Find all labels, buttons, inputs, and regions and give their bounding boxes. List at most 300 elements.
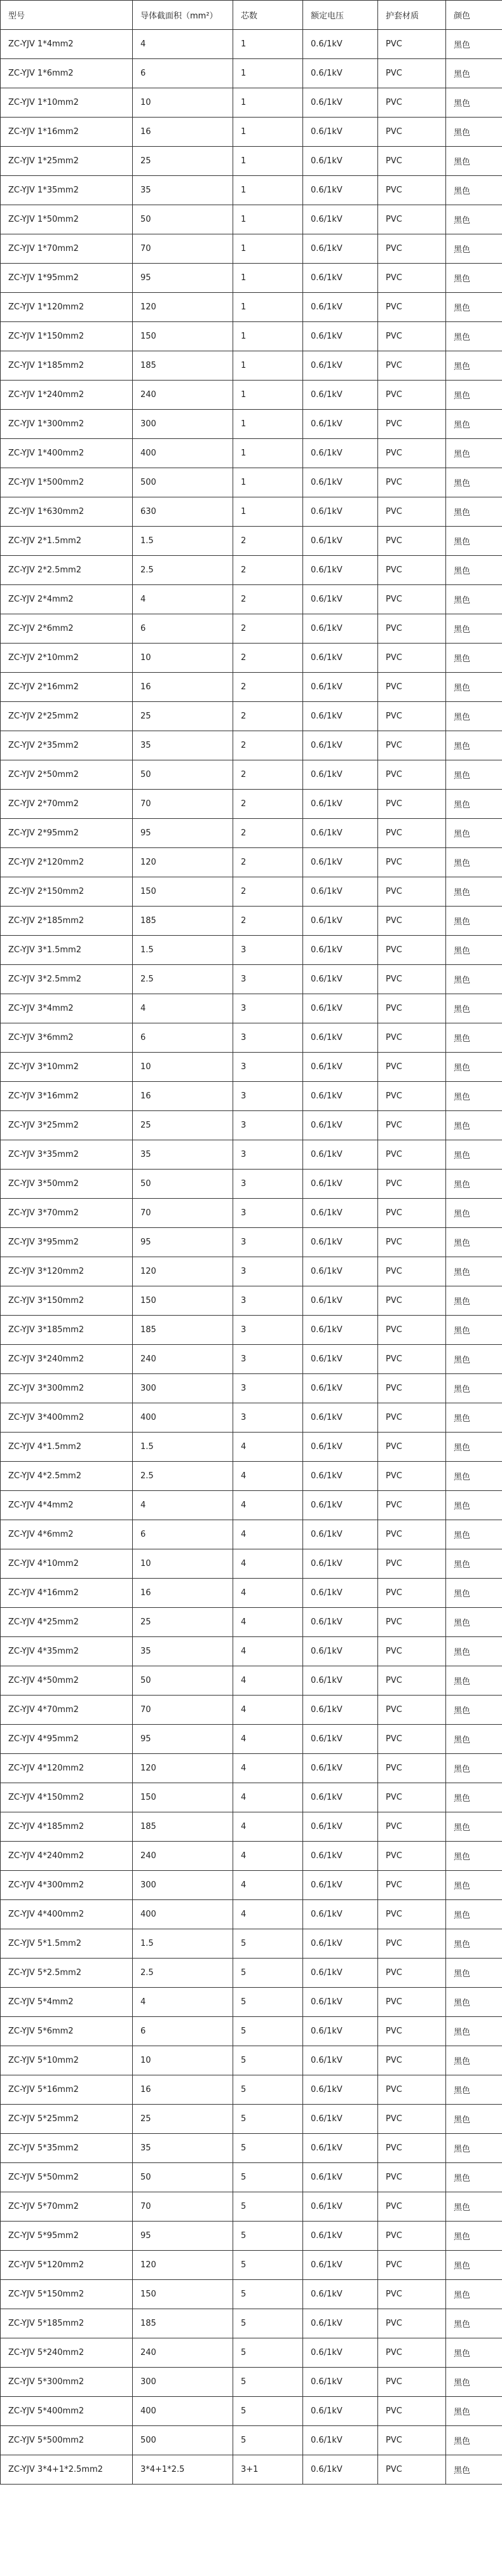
cell-cross-section: 150 — [133, 322, 233, 351]
cell-cross-section: 25 — [133, 1608, 233, 1637]
cell-cores: 1 — [233, 439, 303, 468]
cell-sheath-material: PVC — [378, 585, 446, 614]
cell-color: 黑色 — [446, 2017, 502, 2046]
table-row — [1, 2192, 502, 2222]
cell-sheath-material: PVC — [378, 118, 446, 147]
cell-sheath-material: PVC — [378, 2397, 446, 2426]
cell-cross-section: 630 — [133, 497, 233, 527]
header-model: 型号 — [1, 1, 133, 30]
table-row — [1, 527, 502, 556]
cell-cores: 1 — [233, 118, 303, 147]
cell-sheath-material: PVC — [378, 2192, 446, 2222]
cell-cross-section: 95 — [133, 1725, 233, 1754]
header-row — [1, 1, 502, 30]
cell-cores: 5 — [233, 1988, 303, 2017]
cell-cross-section: 300 — [133, 410, 233, 439]
table-row — [1, 790, 502, 819]
cell-color: 黑色 — [446, 1023, 502, 1053]
cell-model: ZC-YJV 3*25mm2 — [1, 1111, 133, 1140]
cell-cores: 2 — [233, 556, 303, 585]
cell-rated-voltage: 0.6/1kV — [303, 1637, 378, 1666]
cell-color: 黑色 — [446, 2046, 502, 2075]
cell-model: ZC-YJV 4*4mm2 — [1, 1491, 133, 1520]
cell-color: 黑色 — [446, 614, 502, 644]
cell-cross-section: 70 — [133, 234, 233, 264]
cell-rated-voltage: 0.6/1kV — [303, 1433, 378, 1462]
table-row — [1, 1140, 502, 1170]
cell-cross-section: 400 — [133, 1403, 233, 1433]
cell-model: ZC-YJV 3*2.5mm2 — [1, 965, 133, 994]
table-row — [1, 1871, 502, 1900]
cell-sheath-material: PVC — [378, 2455, 446, 2485]
cell-color: 黑色 — [446, 819, 502, 848]
cell-sheath-material: PVC — [378, 1023, 446, 1053]
cell-color: 黑色 — [446, 381, 502, 410]
cell-color: 黑色 — [446, 2251, 502, 2280]
cell-color: 黑色 — [446, 118, 502, 147]
cell-cross-section: 10 — [133, 644, 233, 673]
cell-rated-voltage: 0.6/1kV — [303, 176, 378, 205]
cell-rated-voltage: 0.6/1kV — [303, 497, 378, 527]
table-row — [1, 1257, 502, 1286]
cell-model: ZC-YJV 3*300mm2 — [1, 1374, 133, 1403]
cell-cores: 3 — [233, 1345, 303, 1374]
cell-sheath-material: PVC — [378, 2338, 446, 2368]
cell-model: ZC-YJV 3*400mm2 — [1, 1403, 133, 1433]
cell-cross-section: 10 — [133, 88, 233, 118]
table-row — [1, 556, 502, 585]
cell-cores: 2 — [233, 819, 303, 848]
cell-color: 黑色 — [446, 1491, 502, 1520]
table-row — [1, 2455, 502, 2485]
table-row — [1, 2251, 502, 2280]
cell-cores: 1 — [233, 497, 303, 527]
cell-rated-voltage: 0.6/1kV — [303, 2338, 378, 2368]
table-row — [1, 2397, 502, 2426]
cell-sheath-material: PVC — [378, 965, 446, 994]
cell-rated-voltage: 0.6/1kV — [303, 1608, 378, 1637]
cell-rated-voltage: 0.6/1kV — [303, 790, 378, 819]
table-row — [1, 614, 502, 644]
cell-cross-section: 185 — [133, 2309, 233, 2338]
cell-model: ZC-YJV 5*2.5mm2 — [1, 1959, 133, 1988]
cell-rated-voltage: 0.6/1kV — [303, 264, 378, 293]
table-row — [1, 819, 502, 848]
cell-color: 黑色 — [446, 673, 502, 702]
cell-color: 黑色 — [446, 2455, 502, 2485]
cell-rated-voltage: 0.6/1kV — [303, 1579, 378, 1608]
cell-cores: 3+1 — [233, 2455, 303, 2485]
cell-cores: 1 — [233, 381, 303, 410]
cell-color: 黑色 — [446, 731, 502, 760]
cell-color: 黑色 — [446, 1170, 502, 1199]
cell-model: ZC-YJV 1*300mm2 — [1, 410, 133, 439]
cell-sheath-material: PVC — [378, 994, 446, 1023]
table-row — [1, 1433, 502, 1462]
cell-cross-section: 6 — [133, 1520, 233, 1549]
cell-rated-voltage: 0.6/1kV — [303, 2251, 378, 2280]
cell-sheath-material: PVC — [378, 673, 446, 702]
cell-cross-section: 4 — [133, 585, 233, 614]
cell-sheath-material: PVC — [378, 877, 446, 907]
cell-color: 黑色 — [446, 2192, 502, 2222]
cell-rated-voltage: 0.6/1kV — [303, 88, 378, 118]
cell-color: 黑色 — [446, 88, 502, 118]
cell-cores: 5 — [233, 2397, 303, 2426]
cell-cross-section: 185 — [133, 1316, 233, 1345]
table-row — [1, 2046, 502, 2075]
cell-model: ZC-YJV 4*50mm2 — [1, 1666, 133, 1696]
cell-cross-section: 35 — [133, 1637, 233, 1666]
cell-model: ZC-YJV 1*70mm2 — [1, 234, 133, 264]
cell-cross-section: 6 — [133, 59, 233, 88]
cell-rated-voltage: 0.6/1kV — [303, 965, 378, 994]
cell-cores: 1 — [233, 351, 303, 381]
cell-model: ZC-YJV 1*120mm2 — [1, 293, 133, 322]
cell-sheath-material: PVC — [378, 2426, 446, 2455]
cell-sheath-material: PVC — [378, 702, 446, 731]
cell-model: ZC-YJV 1*4mm2 — [1, 30, 133, 59]
cell-cross-section: 2.5 — [133, 556, 233, 585]
cell-cores: 4 — [233, 1666, 303, 1696]
table-row — [1, 1053, 502, 1082]
cell-model: ZC-YJV 3*16mm2 — [1, 1082, 133, 1111]
cell-cross-section: 6 — [133, 1023, 233, 1053]
cell-cores: 3 — [233, 1403, 303, 1433]
cell-cross-section: 4 — [133, 994, 233, 1023]
cell-rated-voltage: 0.6/1kV — [303, 1549, 378, 1579]
table-row — [1, 1082, 502, 1111]
cell-color: 黑色 — [446, 1959, 502, 1988]
cell-model: ZC-YJV 4*35mm2 — [1, 1637, 133, 1666]
cell-color: 黑色 — [446, 1257, 502, 1286]
cell-color: 黑色 — [446, 1871, 502, 1900]
cell-model: ZC-YJV 2*185mm2 — [1, 907, 133, 936]
cell-model: ZC-YJV 5*35mm2 — [1, 2134, 133, 2163]
cell-rated-voltage: 0.6/1kV — [303, 2309, 378, 2338]
cell-cross-section: 185 — [133, 907, 233, 936]
cell-color: 黑色 — [446, 2163, 502, 2192]
table-header — [1, 1, 502, 30]
cell-cross-section: 25 — [133, 147, 233, 176]
header-cores: 芯数 — [233, 1, 303, 30]
cell-color: 黑色 — [446, 147, 502, 176]
cell-color: 黑色 — [446, 1345, 502, 1374]
cell-cross-section: 150 — [133, 2280, 233, 2309]
cell-cross-section: 1.5 — [133, 936, 233, 965]
cell-rated-voltage: 0.6/1kV — [303, 439, 378, 468]
cell-color: 黑色 — [446, 1929, 502, 1959]
table-row — [1, 1316, 502, 1345]
cell-cores: 4 — [233, 1783, 303, 1812]
cell-model: ZC-YJV 2*6mm2 — [1, 614, 133, 644]
cell-sheath-material: PVC — [378, 790, 446, 819]
cell-color: 黑色 — [446, 1579, 502, 1608]
cell-cross-section: 150 — [133, 1783, 233, 1812]
cell-sheath-material: PVC — [378, 1988, 446, 2017]
cell-sheath-material: PVC — [378, 2046, 446, 2075]
cell-sheath-material: PVC — [378, 293, 446, 322]
cell-sheath-material: PVC — [378, 1199, 446, 1228]
cell-rated-voltage: 0.6/1kV — [303, 381, 378, 410]
cell-cross-section: 400 — [133, 2397, 233, 2426]
cell-cores: 1 — [233, 176, 303, 205]
cell-cores: 3 — [233, 1199, 303, 1228]
cell-color: 黑色 — [446, 205, 502, 234]
cell-cores: 3 — [233, 994, 303, 1023]
table-row — [1, 585, 502, 614]
cell-model: ZC-YJV 2*70mm2 — [1, 790, 133, 819]
table-row — [1, 731, 502, 760]
cell-model: ZC-YJV 5*1.5mm2 — [1, 1929, 133, 1959]
cell-sheath-material: PVC — [378, 1608, 446, 1637]
cell-cross-section: 1.5 — [133, 527, 233, 556]
cell-model: ZC-YJV 4*150mm2 — [1, 1783, 133, 1812]
cell-cores: 3 — [233, 1374, 303, 1403]
cell-color: 黑色 — [446, 965, 502, 994]
cell-model: ZC-YJV 2*150mm2 — [1, 877, 133, 907]
cell-sheath-material: PVC — [378, 2280, 446, 2309]
cell-cross-section: 6 — [133, 2017, 233, 2046]
cell-rated-voltage: 0.6/1kV — [303, 1783, 378, 1812]
cell-cores: 4 — [233, 1520, 303, 1549]
cell-sheath-material: PVC — [378, 907, 446, 936]
cell-cross-section: 300 — [133, 1871, 233, 1900]
table-row — [1, 264, 502, 293]
cell-rated-voltage: 0.6/1kV — [303, 556, 378, 585]
cell-cores: 5 — [233, 2309, 303, 2338]
cell-color: 黑色 — [446, 1286, 502, 1316]
cell-model: ZC-YJV 3*10mm2 — [1, 1053, 133, 1082]
cell-sheath-material: PVC — [378, 1842, 446, 1871]
cell-sheath-material: PVC — [378, 1345, 446, 1374]
cell-color: 黑色 — [446, 1082, 502, 1111]
cell-rated-voltage: 0.6/1kV — [303, 1316, 378, 1345]
cell-model: ZC-YJV 5*95mm2 — [1, 2222, 133, 2251]
cell-cross-section: 50 — [133, 1666, 233, 1696]
cell-rated-voltage: 0.6/1kV — [303, 2192, 378, 2222]
table-row — [1, 965, 502, 994]
cell-rated-voltage: 0.6/1kV — [303, 351, 378, 381]
table-row — [1, 1199, 502, 1228]
table-row — [1, 1491, 502, 1520]
cell-sheath-material: PVC — [378, 644, 446, 673]
cell-sheath-material: PVC — [378, 1170, 446, 1199]
cell-rated-voltage: 0.6/1kV — [303, 1082, 378, 1111]
cell-rated-voltage: 0.6/1kV — [303, 994, 378, 1023]
cell-model: ZC-YJV 4*120mm2 — [1, 1754, 133, 1783]
table-row — [1, 88, 502, 118]
cell-sheath-material: PVC — [378, 2105, 446, 2134]
cell-cross-section: 300 — [133, 2368, 233, 2397]
cell-model: ZC-YJV 1*10mm2 — [1, 88, 133, 118]
cell-rated-voltage: 0.6/1kV — [303, 2134, 378, 2163]
cell-color: 黑色 — [446, 322, 502, 351]
cell-cross-section: 10 — [133, 2046, 233, 2075]
cell-model: ZC-YJV 1*6mm2 — [1, 59, 133, 88]
cell-model: ZC-YJV 4*400mm2 — [1, 1900, 133, 1929]
cell-cores: 4 — [233, 1812, 303, 1842]
cell-rated-voltage: 0.6/1kV — [303, 1228, 378, 1257]
cell-rated-voltage: 0.6/1kV — [303, 1111, 378, 1140]
table-body — [1, 30, 502, 2485]
cell-model: ZC-YJV 2*50mm2 — [1, 760, 133, 790]
cell-model: ZC-YJV 3*95mm2 — [1, 1228, 133, 1257]
cell-color: 黑色 — [446, 2075, 502, 2105]
cell-color: 黑色 — [446, 30, 502, 59]
cell-sheath-material: PVC — [378, 322, 446, 351]
cell-rated-voltage: 0.6/1kV — [303, 1140, 378, 1170]
cell-cores: 2 — [233, 848, 303, 877]
cell-cores: 1 — [233, 147, 303, 176]
cell-rated-voltage: 0.6/1kV — [303, 1929, 378, 1959]
cell-model: ZC-YJV 5*300mm2 — [1, 2368, 133, 2397]
cell-cross-section: 35 — [133, 731, 233, 760]
cell-sheath-material: PVC — [378, 731, 446, 760]
cell-rated-voltage: 0.6/1kV — [303, 1199, 378, 1228]
cell-model: ZC-YJV 3*120mm2 — [1, 1257, 133, 1286]
table-row — [1, 1549, 502, 1579]
cell-color: 黑色 — [446, 293, 502, 322]
cell-rated-voltage: 0.6/1kV — [303, 527, 378, 556]
cell-cores: 2 — [233, 585, 303, 614]
cell-rated-voltage: 0.6/1kV — [303, 702, 378, 731]
cell-sheath-material: PVC — [378, 1549, 446, 1579]
cell-rated-voltage: 0.6/1kV — [303, 2397, 378, 2426]
cell-cores: 1 — [233, 30, 303, 59]
cell-sheath-material: PVC — [378, 1316, 446, 1345]
cell-sheath-material: PVC — [378, 2251, 446, 2280]
cell-rated-voltage: 0.6/1kV — [303, 1491, 378, 1520]
cell-model: ZC-YJV 2*10mm2 — [1, 644, 133, 673]
cell-cross-section: 95 — [133, 264, 233, 293]
cell-cross-section: 70 — [133, 2192, 233, 2222]
cell-model: ZC-YJV 1*35mm2 — [1, 176, 133, 205]
table-row — [1, 322, 502, 351]
cell-cores: 5 — [233, 2163, 303, 2192]
cell-cores: 4 — [233, 1491, 303, 1520]
cell-model: ZC-YJV 1*400mm2 — [1, 439, 133, 468]
cell-model: ZC-YJV 1*50mm2 — [1, 205, 133, 234]
cell-cores: 4 — [233, 1608, 303, 1637]
table-row — [1, 760, 502, 790]
table-row — [1, 2280, 502, 2309]
cell-cross-section: 35 — [133, 2134, 233, 2163]
cell-rated-voltage: 0.6/1kV — [303, 614, 378, 644]
cell-model: ZC-YJV 2*95mm2 — [1, 819, 133, 848]
cell-sheath-material: PVC — [378, 1520, 446, 1549]
cell-cores: 3 — [233, 965, 303, 994]
cell-sheath-material: PVC — [378, 1637, 446, 1666]
cell-cross-section: 16 — [133, 673, 233, 702]
table-row — [1, 234, 502, 264]
cell-cores: 5 — [233, 2251, 303, 2280]
table-row — [1, 2426, 502, 2455]
table-row — [1, 293, 502, 322]
cell-sheath-material: PVC — [378, 1491, 446, 1520]
cell-color: 黑色 — [446, 2426, 502, 2455]
cell-cores: 3 — [233, 1286, 303, 1316]
table-row — [1, 497, 502, 527]
cell-model: ZC-YJV 3*50mm2 — [1, 1170, 133, 1199]
cell-cross-section: 185 — [133, 1812, 233, 1842]
table-row — [1, 1111, 502, 1140]
table-row — [1, 147, 502, 176]
table-row — [1, 1959, 502, 1988]
cell-cores: 2 — [233, 527, 303, 556]
cell-rated-voltage: 0.6/1kV — [303, 1053, 378, 1082]
cell-color: 黑色 — [446, 2338, 502, 2368]
cell-sheath-material: PVC — [378, 1082, 446, 1111]
cell-color: 黑色 — [446, 1520, 502, 1549]
cell-color: 黑色 — [446, 644, 502, 673]
table-row — [1, 1023, 502, 1053]
cell-sheath-material: PVC — [378, 2017, 446, 2046]
cell-color: 黑色 — [446, 936, 502, 965]
cell-cross-section: 150 — [133, 877, 233, 907]
cell-rated-voltage: 0.6/1kV — [303, 205, 378, 234]
cell-cross-section: 4 — [133, 30, 233, 59]
cell-sheath-material: PVC — [378, 59, 446, 88]
cell-model: ZC-YJV 5*120mm2 — [1, 2251, 133, 2280]
cell-cross-section: 25 — [133, 702, 233, 731]
cell-cross-section: 95 — [133, 1228, 233, 1257]
cell-cross-section: 95 — [133, 819, 233, 848]
cell-cores: 1 — [233, 59, 303, 88]
cell-cores: 2 — [233, 614, 303, 644]
cell-cores: 4 — [233, 1725, 303, 1754]
cell-model: ZC-YJV 5*400mm2 — [1, 2397, 133, 2426]
cell-sheath-material: PVC — [378, 147, 446, 176]
cell-color: 黑色 — [446, 234, 502, 264]
cell-cores: 4 — [233, 1549, 303, 1579]
table-row — [1, 1842, 502, 1871]
cell-model: ZC-YJV 4*185mm2 — [1, 1812, 133, 1842]
cell-model: ZC-YJV 5*4mm2 — [1, 1988, 133, 2017]
table-row — [1, 1170, 502, 1199]
cell-sheath-material: PVC — [378, 1228, 446, 1257]
table-row — [1, 2075, 502, 2105]
cell-model: ZC-YJV 4*70mm2 — [1, 1696, 133, 1725]
cell-rated-voltage: 0.6/1kV — [303, 2280, 378, 2309]
cell-sheath-material: PVC — [378, 1783, 446, 1812]
cell-cross-section: 70 — [133, 1199, 233, 1228]
cell-cores: 3 — [233, 1082, 303, 1111]
cell-color: 黑色 — [446, 848, 502, 877]
cell-model: ZC-YJV 4*95mm2 — [1, 1725, 133, 1754]
header-rated-voltage: 额定电压 — [303, 1, 378, 30]
table-row — [1, 439, 502, 468]
cell-cross-section: 95 — [133, 2222, 233, 2251]
table-row — [1, 1988, 502, 2017]
cell-rated-voltage: 0.6/1kV — [303, 2222, 378, 2251]
cell-rated-voltage: 0.6/1kV — [303, 468, 378, 497]
cell-cross-section: 150 — [133, 1286, 233, 1316]
cell-rated-voltage: 0.6/1kV — [303, 673, 378, 702]
cell-sheath-material: PVC — [378, 2075, 446, 2105]
cell-sheath-material: PVC — [378, 381, 446, 410]
table-row — [1, 351, 502, 381]
cell-cores: 5 — [233, 2338, 303, 2368]
table-row — [1, 1403, 502, 1433]
cell-color: 黑色 — [446, 760, 502, 790]
cell-cores: 3 — [233, 1111, 303, 1140]
table-row — [1, 994, 502, 1023]
cell-cross-section: 2.5 — [133, 1959, 233, 1988]
cell-sheath-material: PVC — [378, 1754, 446, 1783]
cell-cores: 3 — [233, 1257, 303, 1286]
cell-model: ZC-YJV 1*25mm2 — [1, 147, 133, 176]
